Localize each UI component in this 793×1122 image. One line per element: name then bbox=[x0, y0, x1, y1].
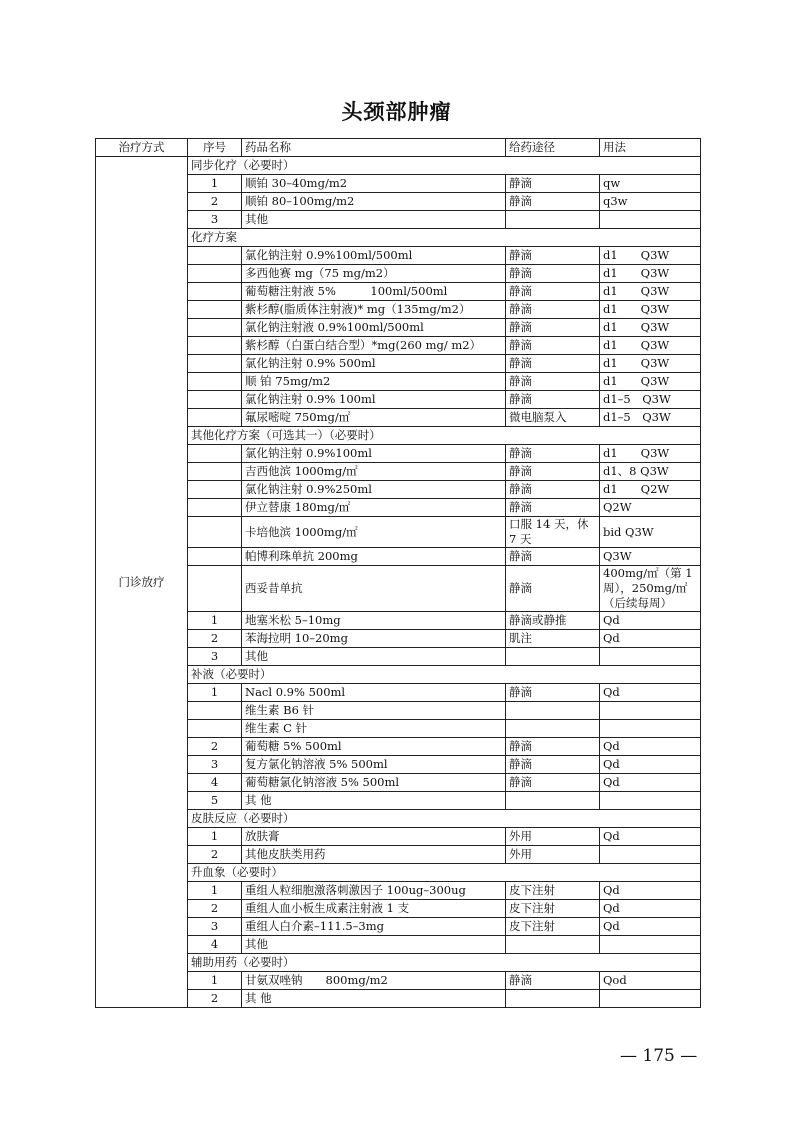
usage: d1 Q3W bbox=[600, 445, 701, 463]
row-number bbox=[188, 355, 242, 373]
drug-name: 西妥昔单抗 bbox=[242, 566, 506, 612]
drug-name: 其 他 bbox=[242, 792, 506, 810]
usage: Qd bbox=[600, 774, 701, 792]
row-number bbox=[188, 391, 242, 409]
row-number bbox=[188, 517, 242, 548]
usage: d1 Q3W bbox=[600, 247, 701, 265]
header-treatment-mode: 治疗方式 bbox=[96, 139, 188, 157]
usage: Q2W bbox=[600, 499, 701, 517]
row-number bbox=[188, 499, 242, 517]
row-number bbox=[188, 301, 242, 319]
row-number bbox=[188, 463, 242, 481]
row-number: 2 bbox=[188, 630, 242, 648]
route: 静滴 bbox=[506, 175, 600, 193]
drug-name: 放肤膏 bbox=[242, 828, 506, 846]
row-number: 1 bbox=[188, 882, 242, 900]
route: 静滴或静推 bbox=[506, 612, 600, 630]
drug-name: 维生素 C 针 bbox=[242, 720, 506, 738]
row-number bbox=[188, 720, 242, 738]
route: 静滴 bbox=[506, 301, 600, 319]
row-number: 2 bbox=[188, 990, 242, 1008]
drug-name: 重组人白介素–111.5–3mg bbox=[242, 918, 506, 936]
route: 静滴 bbox=[506, 499, 600, 517]
row-number: 3 bbox=[188, 211, 242, 229]
usage: d1 Q3W bbox=[600, 301, 701, 319]
route: 静滴 bbox=[506, 481, 600, 499]
row-number: 1 bbox=[188, 684, 242, 702]
section-label: 升血象（必要时） bbox=[188, 864, 701, 882]
route bbox=[506, 720, 600, 738]
drug-name: 葡萄糖注射液 5% 100ml/500ml bbox=[242, 283, 506, 301]
route: 静滴 bbox=[506, 738, 600, 756]
usage: d1–5 Q3W bbox=[600, 391, 701, 409]
usage: Qd bbox=[600, 882, 701, 900]
row-number bbox=[188, 247, 242, 265]
section-label: 辅助用药（必要时） bbox=[188, 954, 701, 972]
row-number: 5 bbox=[188, 792, 242, 810]
row-number bbox=[188, 566, 242, 612]
route: 静滴 bbox=[506, 355, 600, 373]
row-number bbox=[188, 373, 242, 391]
route: 皮下注射 bbox=[506, 882, 600, 900]
usage: Qd bbox=[600, 738, 701, 756]
drug-name: 葡萄糖 5% 500ml bbox=[242, 738, 506, 756]
usage: q3w bbox=[600, 193, 701, 211]
usage bbox=[600, 211, 701, 229]
drug-name: 顺 铂 75mg/m2 bbox=[242, 373, 506, 391]
drug-name: 其他 bbox=[242, 648, 506, 666]
row-number bbox=[188, 283, 242, 301]
section-label: 其他化疗方案（可选其一）（必要时） bbox=[188, 427, 701, 445]
drug-name: 紫杉醇(脂质体注射液)* mg（135mg/m2） bbox=[242, 301, 506, 319]
usage bbox=[600, 846, 701, 864]
drug-name: 多西他赛 mg（75 mg/m2） bbox=[242, 265, 506, 283]
usage: d1 Q3W bbox=[600, 373, 701, 391]
usage: d1 Q3W bbox=[600, 265, 701, 283]
route: 静滴 bbox=[506, 756, 600, 774]
usage: Qd bbox=[600, 630, 701, 648]
route bbox=[506, 792, 600, 810]
route: 静滴 bbox=[506, 972, 600, 990]
usage bbox=[600, 720, 701, 738]
table-header-row bbox=[96, 139, 701, 157]
route: 静滴 bbox=[506, 373, 600, 391]
drug-name: 卡培他滨 1000mg/㎡ bbox=[242, 517, 506, 548]
usage: Qd bbox=[600, 612, 701, 630]
row-number: 1 bbox=[188, 175, 242, 193]
row-number bbox=[188, 445, 242, 463]
route: 皮下注射 bbox=[506, 918, 600, 936]
route: 静滴 bbox=[506, 445, 600, 463]
drug-name: 复方氯化钠溶液 5% 500ml bbox=[242, 756, 506, 774]
drug-name: 氯化钠注射液 0.9%100ml/500ml bbox=[242, 319, 506, 337]
drug-name: 其 他 bbox=[242, 990, 506, 1008]
drug-name: 氯化钠注射 0.9%100ml bbox=[242, 445, 506, 463]
drug-name: 顺铂 30–40mg/m2 bbox=[242, 175, 506, 193]
drug-name: 氯化钠注射 0.9% 100ml bbox=[242, 391, 506, 409]
section-label: 化疗方案 bbox=[188, 229, 701, 247]
route: 静滴 bbox=[506, 391, 600, 409]
usage: d1 Q2W bbox=[600, 481, 701, 499]
section-label: 同步化疗（必要时） bbox=[188, 157, 701, 175]
drug-name: 维生素 B6 针 bbox=[242, 702, 506, 720]
row-number: 3 bbox=[188, 918, 242, 936]
usage bbox=[600, 792, 701, 810]
route: 静滴 bbox=[506, 265, 600, 283]
usage: d1–5 Q3W bbox=[600, 409, 701, 427]
row-number: 4 bbox=[188, 936, 242, 954]
row-number: 1 bbox=[188, 612, 242, 630]
treatment-mode-cell: 门诊放疗 bbox=[96, 157, 188, 1008]
route: 微电脑泵入 bbox=[506, 409, 600, 427]
page-title: 头颈部肿瘤 bbox=[341, 100, 452, 124]
usage: Qd bbox=[600, 684, 701, 702]
route bbox=[506, 211, 600, 229]
row-number bbox=[188, 265, 242, 283]
usage: Qd bbox=[600, 918, 701, 936]
section-label: 皮肤反应（必要时） bbox=[188, 810, 701, 828]
route: 静滴 bbox=[506, 548, 600, 566]
route: 外用 bbox=[506, 846, 600, 864]
route bbox=[506, 702, 600, 720]
drug-name: 重组人粒细胞激落刺激因子 100ug–300ug bbox=[242, 882, 506, 900]
route: 肌注 bbox=[506, 630, 600, 648]
usage: bid Q3W bbox=[600, 517, 701, 548]
row-number: 3 bbox=[188, 648, 242, 666]
section-label: 补液（必要时） bbox=[188, 666, 701, 684]
usage: Qod bbox=[600, 972, 701, 990]
usage: d1、8 Q3W bbox=[600, 463, 701, 481]
drug-name: 紫杉醇（白蛋白结合型）*mg(260 mg/ m2） bbox=[242, 337, 506, 355]
route bbox=[506, 936, 600, 954]
section-row bbox=[96, 157, 701, 175]
drug-name: 其他 bbox=[242, 211, 506, 229]
row-number: 2 bbox=[188, 193, 242, 211]
drug-name: 其他 bbox=[242, 936, 506, 954]
route: 静滴 bbox=[506, 684, 600, 702]
drug-name: Nacl 0.9% 500ml bbox=[242, 684, 506, 702]
drug-name: 重组人血小板生成素注射液 1 支 bbox=[242, 900, 506, 918]
usage: d1 Q3W bbox=[600, 319, 701, 337]
route: 静滴 bbox=[506, 193, 600, 211]
route: 静滴 bbox=[506, 337, 600, 355]
usage: d1 Q3W bbox=[600, 355, 701, 373]
usage: d1 Q3W bbox=[600, 337, 701, 355]
usage: Qd bbox=[600, 828, 701, 846]
usage bbox=[600, 990, 701, 1008]
route: 静滴 bbox=[506, 319, 600, 337]
route: 静滴 bbox=[506, 463, 600, 481]
row-number bbox=[188, 319, 242, 337]
usage: Q3W bbox=[600, 548, 701, 566]
drug-name: 氯化钠注射 0.9%250ml bbox=[242, 481, 506, 499]
row-number: 2 bbox=[188, 738, 242, 756]
medication-table bbox=[95, 138, 701, 1008]
row-number: 2 bbox=[188, 846, 242, 864]
usage: qw bbox=[600, 175, 701, 193]
route: 静滴 bbox=[506, 774, 600, 792]
row-number: 4 bbox=[188, 774, 242, 792]
drug-name: 帕博利珠单抗 200mg bbox=[242, 548, 506, 566]
usage bbox=[600, 702, 701, 720]
page-number: — 175 — bbox=[620, 1046, 698, 1066]
drug-name: 甘氨双唑钠 800mg/m2 bbox=[242, 972, 506, 990]
route: 静滴 bbox=[506, 247, 600, 265]
drug-name: 地塞米松 5–10mg bbox=[242, 612, 506, 630]
row-number: 2 bbox=[188, 900, 242, 918]
row-number bbox=[188, 337, 242, 355]
route: 静滴 bbox=[506, 566, 600, 612]
drug-name: 氟尿嘧啶 750mg/㎡ bbox=[242, 409, 506, 427]
drug-name: 顺铂 80–100mg/m2 bbox=[242, 193, 506, 211]
route: 皮下注射 bbox=[506, 900, 600, 918]
header-number: 序号 bbox=[188, 139, 242, 157]
route: 静滴 bbox=[506, 283, 600, 301]
row-number bbox=[188, 548, 242, 566]
drug-name: 苯海拉明 10–20mg bbox=[242, 630, 506, 648]
row-number bbox=[188, 702, 242, 720]
row-number bbox=[188, 481, 242, 499]
row-number: 1 bbox=[188, 972, 242, 990]
drug-name: 氯化钠注射 0.9% 500ml bbox=[242, 355, 506, 373]
header-route: 给药途径 bbox=[506, 139, 600, 157]
usage: 400mg/㎡（第 1 周），250mg/㎡（后续每周） bbox=[600, 566, 701, 612]
route: 口服 14 天，休 7 天 bbox=[506, 517, 600, 548]
usage: Qd bbox=[600, 900, 701, 918]
route: 外用 bbox=[506, 828, 600, 846]
row-number bbox=[188, 409, 242, 427]
route bbox=[506, 990, 600, 1008]
usage: Qd bbox=[600, 756, 701, 774]
usage bbox=[600, 648, 701, 666]
header-drug-name: 药品名称 bbox=[242, 139, 506, 157]
drug-name: 吉西他滨 1000mg/㎡ bbox=[242, 463, 506, 481]
usage: d1 Q3W bbox=[600, 283, 701, 301]
drug-name: 葡萄糖氯化钠溶液 5% 500ml bbox=[242, 774, 506, 792]
usage bbox=[600, 936, 701, 954]
drug-name: 氯化钠注射 0.9%100ml/500ml bbox=[242, 247, 506, 265]
route bbox=[506, 648, 600, 666]
row-number: 3 bbox=[188, 756, 242, 774]
row-number: 1 bbox=[188, 828, 242, 846]
header-usage: 用法 bbox=[600, 139, 701, 157]
drug-name: 其他皮肤类用药 bbox=[242, 846, 506, 864]
drug-name: 伊立替康 180mg/㎡ bbox=[242, 499, 506, 517]
